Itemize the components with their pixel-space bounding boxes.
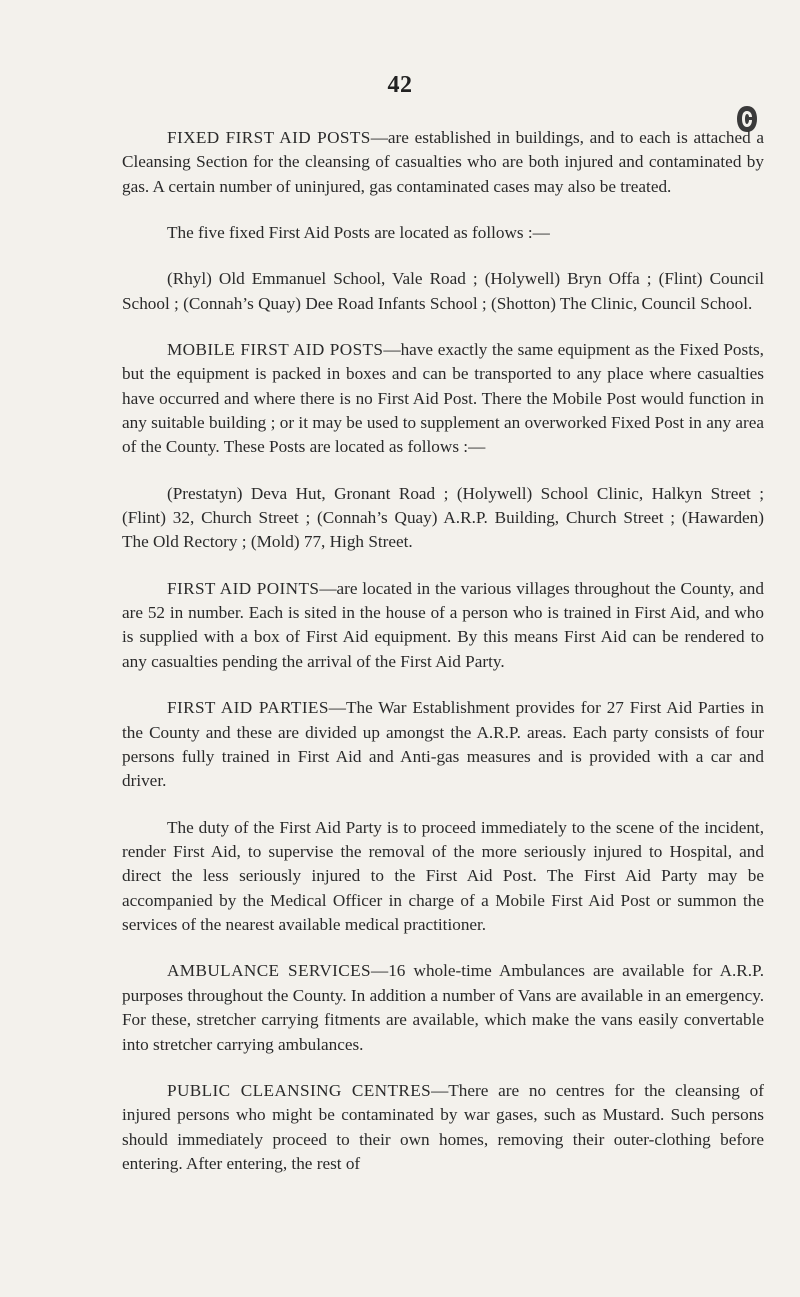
body-text: [122, 126, 764, 1176]
section-heading: FIXED FIRST AID POSTS: [167, 128, 371, 147]
paragraph-text: —are located in the various villages throughout the County, and are 52 in number. Each is sited in the house of a person who is trained in First Aid, and who is supplied with a box of First Aid equipment. By this means First Aid can be rendered to any casualties pending the arrival of the First Aid Party.: [122, 578, 764, 671]
page-number: 42: [387, 72, 413, 98]
paragraph-public-cleansing-centres: [122, 1079, 764, 1177]
section-heading: AMBULANCE SERVICES: [167, 961, 372, 981]
section-heading: FIRST AID PARTIES: [167, 698, 329, 718]
paragraph-fixed-posts-intro: [122, 221, 764, 245]
section-heading: MOBILE FIRST AID POSTS: [167, 339, 384, 359]
paragraph-mobile-first-aid-posts: [122, 338, 764, 460]
paragraph-text: —are established in buildings, and to each is attached a Cleansing Section for the cleansing of casualties who are both injured and contaminated by gas. A certain number of uninjured, gas contaminated cases may also be treated.: [122, 128, 764, 196]
paragraph-text: (Rhyl) Old Emmanuel School, Vale Road ; (Holywell) Bryn Offa ; (Flint) Council School ; (Connah’s Quay) Dee Road Infants School ; (Shotton) The Clinic, Council School.: [122, 269, 764, 313]
paragraph-text: The duty of the First Aid Party is to proceed immediately to the scene of the incident, render First Aid, to supervise the removal of the more seriously injured to Hospital, and direct the less seriously injured to the First Aid Post. The First Aid Party may be accompanied by the Medical Officer in charge of a Mobile First Aid Post or summon the services of the nearest available medical practitioner.: [122, 817, 764, 935]
paragraph-text: The five fixed First Aid Posts are located as follows :—: [167, 223, 550, 243]
paragraph-first-aid-party-duty: [122, 816, 764, 938]
paragraph-mobile-posts-list: [122, 482, 764, 555]
section-heading: FIRST AID POINTS: [167, 578, 320, 598]
paragraph-fixed-first-aid-posts: [122, 126, 764, 199]
paragraph-text: —have exactly the same equipment as the Fixed Posts, but the equipment is packed in boxes and can be transported to any place where casualties have occurred and where there is no First Aid Post. There the Mobile Post would function in any suitable building ; or it may be used to supplement an overworked Fixed Post in any area of the County. These Posts are located as follows :—: [122, 339, 764, 457]
paragraph-text: —16 whole-time Ambulances are available for A.R.P. purposes throughout the County. In addition a number of Vans are available in an emergency. For these, stretcher carrying fitments are available, which make the vans easily convertable into stretcher carrying ambulances.: [122, 961, 765, 1054]
paragraph-text: —There are no centres for the cleansing of injured persons who might be contaminated by war gases, such as Mustard. Such persons should immediately proceed to their own homes, removing their outer-clothing before entering. After entering, the rest of: [122, 1080, 764, 1173]
paragraph-ambulance-services: [122, 959, 764, 1057]
paragraph-fixed-posts-list: [122, 267, 764, 316]
paragraph-text: (Prestatyn) Deva Hut, Gronant Road ; (Holywell) School Clinic, Halkyn Street ; (Flint) 32, Church Street ; (Connah’s Quay) A.R.P. Building, Church Street ; (Hawarden) The Old Rectory ; (Mold) 77, High Street.: [122, 483, 764, 552]
paragraph-first-aid-parties: [122, 696, 764, 794]
paragraph-first-aid-points: [122, 577, 764, 675]
paragraph-text: —The War Establishment provides for 27 First Aid Parties in the County and these are divided up amongst the A.R.P. areas. Each party consists of four persons fully trained in First Aid and Anti-gas measures and is provided with a car and driver.: [122, 698, 764, 791]
section-heading: PUBLIC CLEANSING CENTRES: [167, 1080, 432, 1100]
